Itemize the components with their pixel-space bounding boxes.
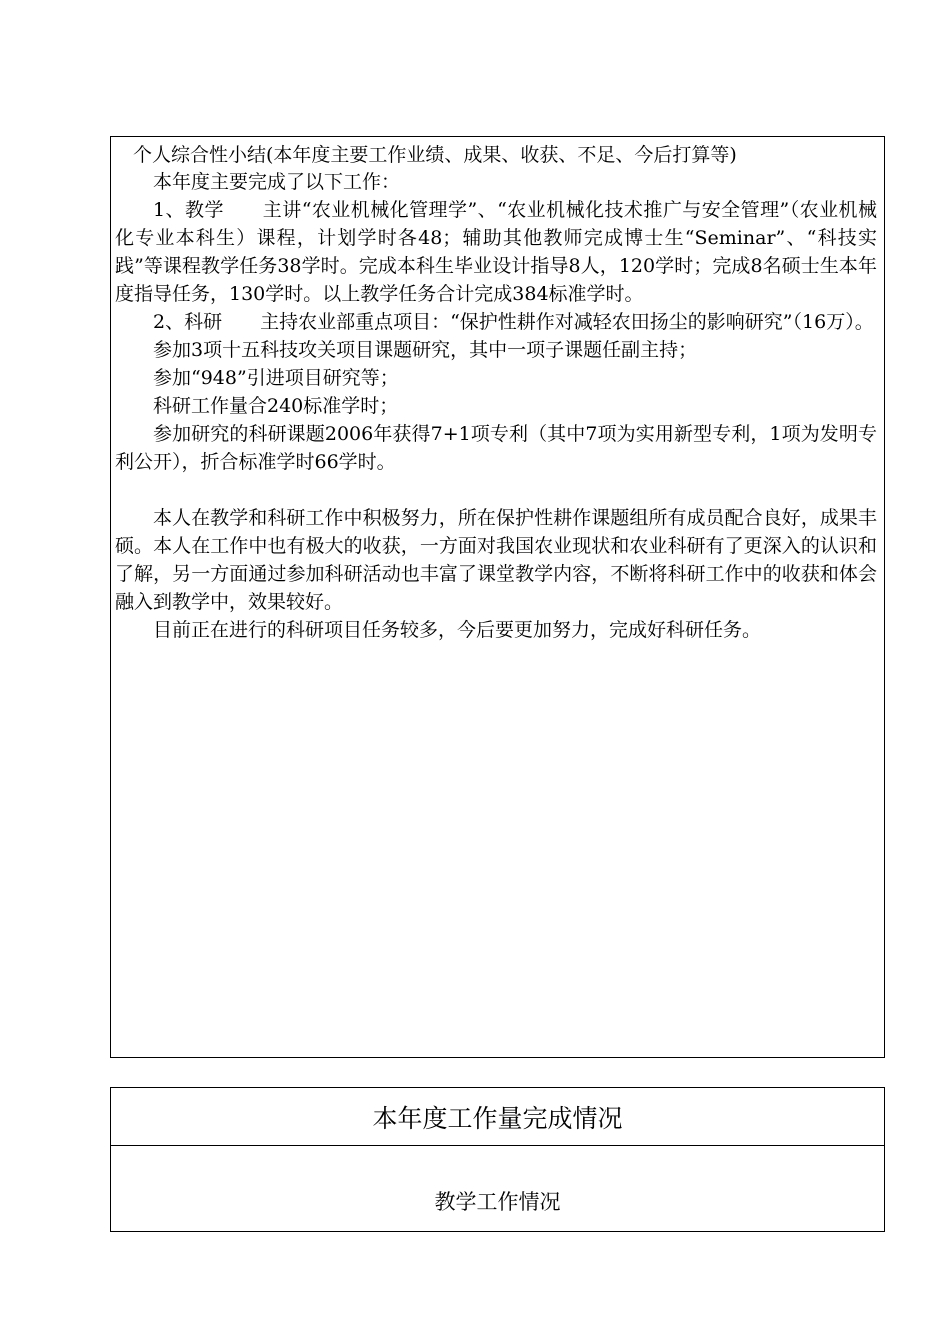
teaching-subtitle: 教学工作情况 — [434, 1190, 561, 1214]
summary-paragraph: 参加研究的科研课题2006年获得7+1项专利（其中7项为实用新型专利，1项为发明专利公开），折合标准学时66学时。 — [115, 423, 877, 473]
workload-box — [110, 1087, 885, 1232]
summary-paragraph: 目前正在进行的科研项目任务较多，今后要更加努力，完成好科研任务。 — [153, 619, 762, 641]
summary-body — [115, 168, 877, 644]
summary-paragraph: 本人在教学和科研工作中积极努力，所在保护性耕作课题组所有成员配合良好，成果丰硕。本人在工作中也有极大的收获，一方面对我国农业现状和农业科研有了更深入的认识和了解，另一方面通过参加科研活动也丰富了课堂教学内容，不断将科研工作中的收获和体会融入到教学中，效果较好。 — [115, 507, 877, 613]
summary-heading: 个人综合性小结(本年度主要工作业绩、成果、收获、不足、今后打算等) — [133, 144, 737, 166]
summary-paragraph: 参加3项十五科技攻关项目课题研究，其中一项子课题任副主持； — [153, 339, 698, 361]
workload-title: 本年度工作量完成情况 — [111, 1088, 884, 1146]
blank-line — [115, 476, 877, 504]
summary-paragraph: 科研工作量合240标准学时； — [153, 395, 399, 417]
summary-paragraph: 1、教学 主讲“农业机械化管理学”、“农业机械化技术推广与安全管理”（农业机械化专业本科生）课程，计划学时各48；辅助其他教师完成博士生“Seminar”、“科技实践”等课程教学任务38学时。完成本科生毕业设计指导8人，120学时；完成8名硕士生本年度指导任务，130学时。以上教学任务合计完成384标准学时。 — [115, 199, 877, 305]
summary-paragraph: 参加“948”引进项目研究等； — [153, 367, 399, 389]
summary-paragraph: 本年度主要完成了以下工作： — [153, 171, 401, 193]
summary-box — [110, 136, 885, 1058]
summary-paragraph: 2、科研 主持农业部重点项目：“保护性耕作对减轻农田扬尘的影响研究”（16万）。 — [153, 311, 874, 333]
